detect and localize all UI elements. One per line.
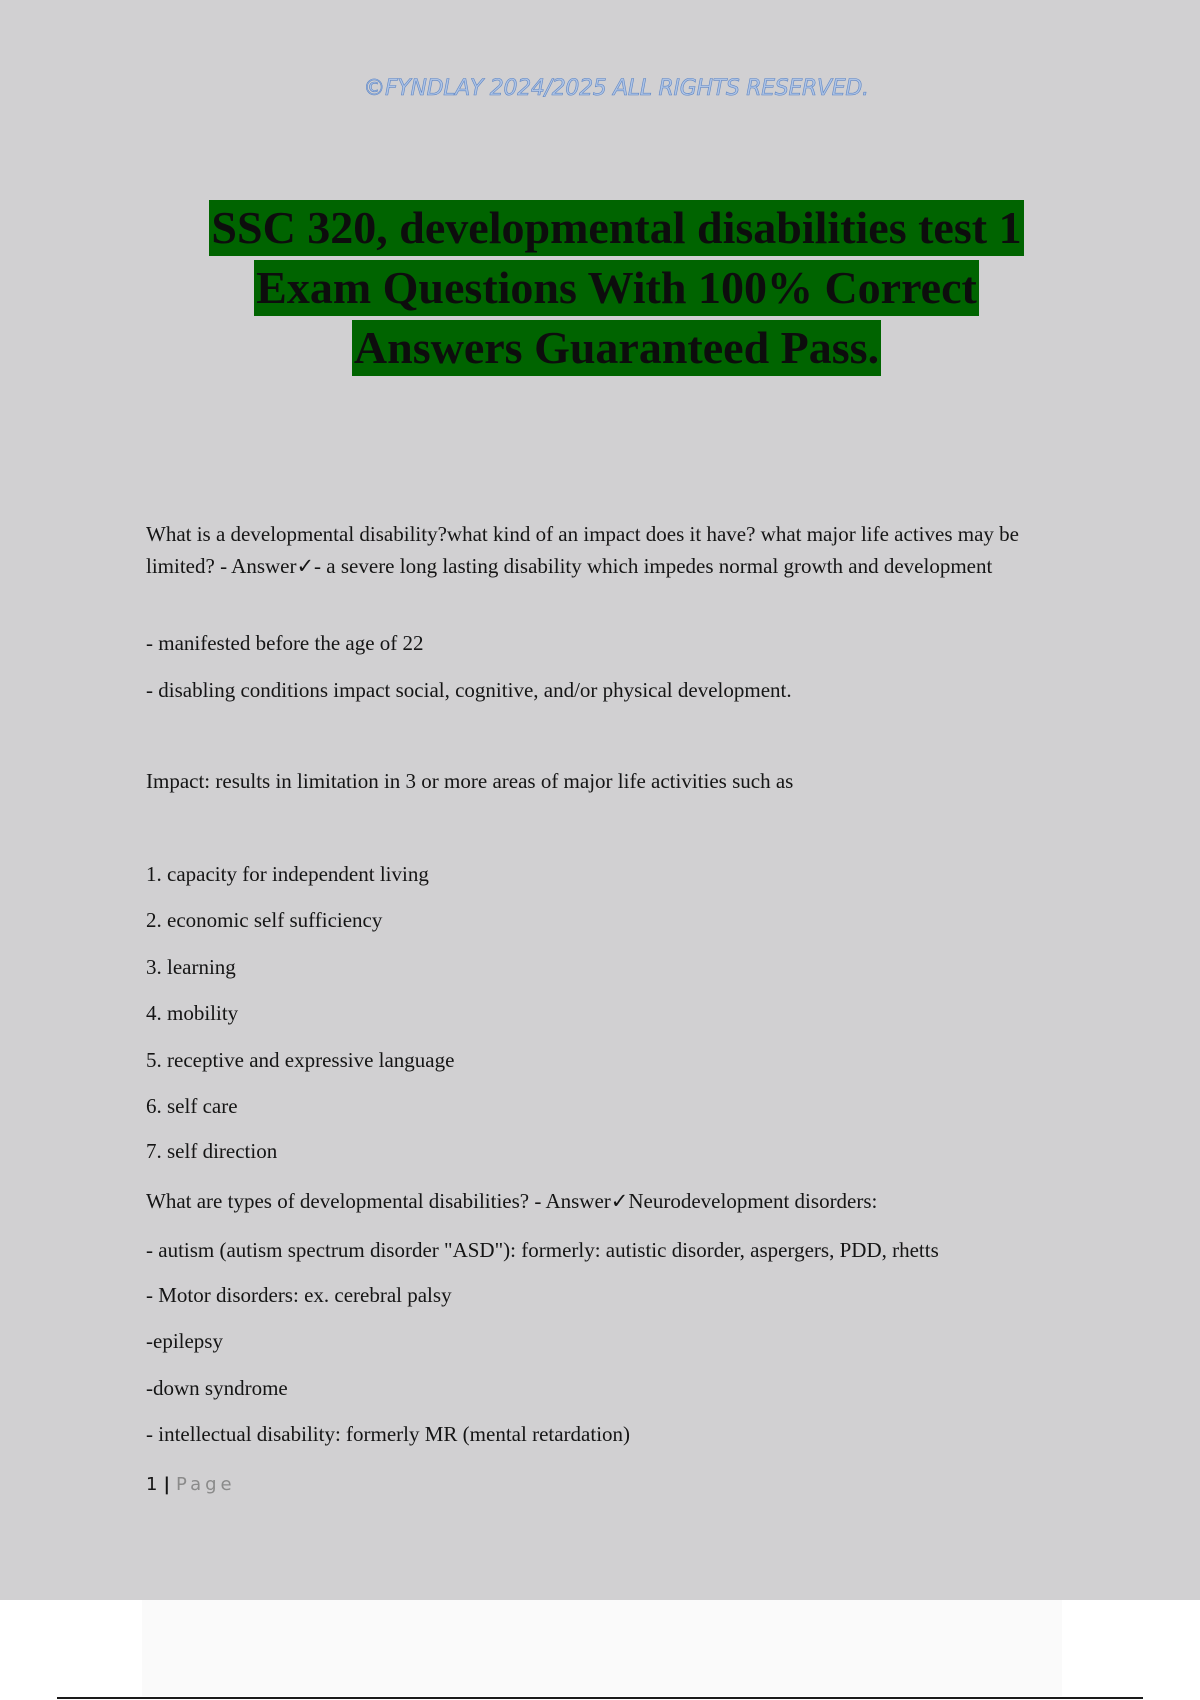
- impact-statement: Impact: results in limitation in 3 or more areas of major life activities such as: [146, 769, 794, 793]
- question-2-point-3: -epilepsy: [146, 1329, 223, 1353]
- question-1-text: [146, 518, 1086, 582]
- list-item-3: 3. learning: [146, 955, 236, 979]
- page-separator: |: [163, 1474, 171, 1495]
- question-1-paragraph: What is a developmental disability?what kind of an impact does it have? what major life actives may be limited? - Answer✓- a severe long lasting disability which impedes normal growth and development: [146, 522, 1019, 578]
- question-1-point-2: - disabling conditions impact social, cognitive, and/or physical development.: [146, 678, 792, 702]
- page-number: 1: [146, 1474, 158, 1495]
- question-1-point-1: - manifested before the age of 22: [146, 631, 424, 655]
- bottom-rule: [57, 1697, 1143, 1699]
- title-line-3: Answers Guaranteed Pass.: [352, 320, 881, 376]
- list-item-7: 7. self direction: [146, 1139, 278, 1163]
- document-title: [100, 198, 1133, 378]
- title-line-1: SSC 320, developmental disabilities test 1: [209, 200, 1023, 256]
- list-item-4: 4. mobility: [146, 1001, 239, 1025]
- list-item-6: 6. self care: [146, 1094, 238, 1118]
- next-page-preview: [142, 1600, 1062, 1696]
- title-line-2: Exam Questions With 100% Correct: [254, 260, 979, 316]
- copyright-watermark: ©FYNDLAY 2024/2025 ALL RIGHTS RESERVED.: [363, 76, 869, 101]
- question-2-point-2: - Motor disorders: ex. cerebral palsy: [146, 1283, 452, 1307]
- page-label: Page: [176, 1474, 236, 1495]
- page-footer: [146, 1474, 236, 1495]
- question-2-point-5: - intellectual disability: formerly MR (mental retardation): [146, 1422, 631, 1446]
- list-item-5: 5. receptive and expressive language: [146, 1048, 455, 1072]
- question-2-point-4: -down syndrome: [146, 1376, 288, 1400]
- list-item-1: 1. capacity for independent living: [146, 862, 429, 886]
- question-2-point-1: - autism (autism spectrum disorder "ASD"): formerly: autistic disorder, aspergers, PDD, rhetts: [146, 1238, 939, 1262]
- list-item-2: 2. economic self sufficiency: [146, 908, 383, 932]
- question-2-paragraph: What are types of developmental disabilities? - Answer✓Neurodevelopment disorders:: [146, 1189, 878, 1213]
